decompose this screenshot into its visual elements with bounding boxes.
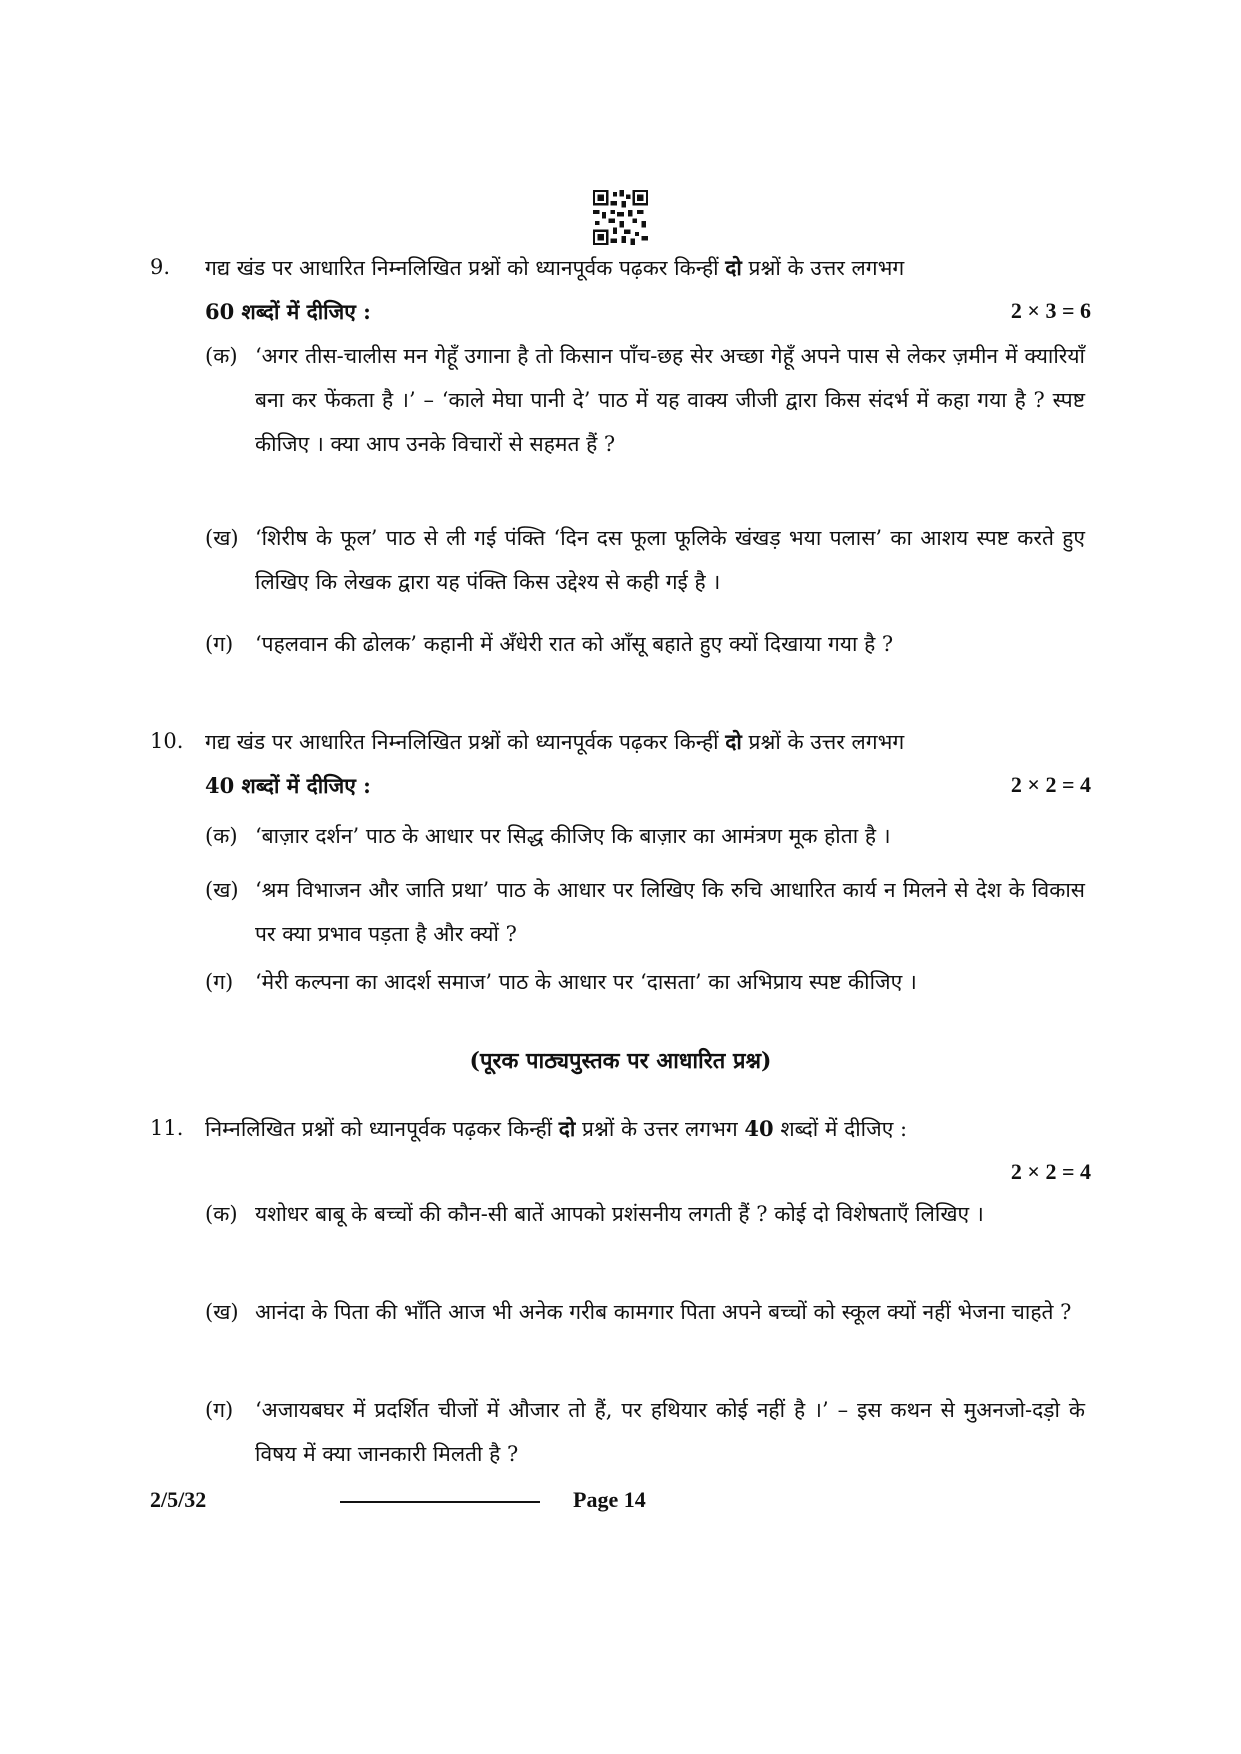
q11-item-ga: (ग) ‘अजायबघर में प्रदर्शित चीजों में औजार तो हैं, पर हथियार कोई नहीं है ।’ – इस कथन से मुअनजो-दड़ो के विषय में क्या जानकारी मिलती है ?	[205, 1398, 1085, 1466]
question-number: 9.	[150, 255, 171, 279]
qr-code-icon	[593, 190, 648, 245]
question-stem: निम्नलिखित प्रश्नों को ध्यानपूर्वक पढ़कर किन्हीं दो प्रश्नों के उत्तर लगभग 40 शब्दों में दीजिए :	[205, 1116, 908, 1141]
section-title: (पूरक पाठ्यपुस्तक पर आधारित प्रश्न)	[469, 1048, 772, 1074]
paper-code: 2/5/32	[150, 1487, 207, 1512]
q10-item-kha: (ख) ‘श्रम विभाजन और जाति प्रथा’ पाठ के आधार पर लिखिए कि रुचि आधारित कार्य न मिलने से देश के विकास पर क्या प्रभाव पड़ता है और क्यों ?	[205, 878, 1085, 946]
q10-item-ga: (ग) ‘मेरी कल्पना का आदर्श समाज’ पाठ के आधार पर ‘दासता’ का अभिप्राय स्पष्ट कीजिए ।	[205, 970, 917, 994]
q10-item-ka: (क) ‘बाज़ार दर्शन’ पाठ के आधार पर सिद्ध कीजिए कि बाज़ार का आमंत्रण मूक होता है ।	[205, 824, 891, 848]
word-limit: 40 शब्दों में दीजिए :	[205, 773, 371, 798]
question-number: 11.	[150, 1116, 184, 1140]
q11-item-ka: (क) यशोधर बाबू के बच्चों की कौन-सी बातें आपको प्रशंसनीय लगती हैं ? कोई दो विशेषताएँ लिखिए ।	[205, 1202, 984, 1226]
question-stem: गद्य खंड पर आधारित निम्नलिखित प्रश्नों को ध्यानपूर्वक पढ़कर किन्हीं दो प्रश्नों के उत्तर लगभग 60 शब्दों में दीजिए :	[205, 246, 1085, 334]
q9-item-ka: (क) ‘अगर तीस-चालीस मन गेहूँ उगाना है तो किसान पाँच-छह सेर अच्छा गेहूँ अपने पास से लेकर ज़मीन में क्यारियाँ बना कर फेंकता है ।’ – ‘काले मेघा पानी दे’ पाठ में यह वाक्य जीजी द्वारा किस संदर्भ में कहा गया है ? स्पष्ट कीजिए । क्या आप उनके विचारों से सहमत हैं ?	[205, 344, 1085, 456]
q9-item-ga: (ग) ‘पहलवान की ढोलक’ कहानी में अँधेरी रात को आँसू बहाते हुए क्यों दिखाया गया है ?	[205, 632, 894, 656]
question-number: 10.	[150, 729, 184, 753]
marks: 2 × 3 = 6	[1010, 298, 1091, 323]
marks: 2 × 2 = 4	[1010, 772, 1091, 797]
page-footer	[0, 1487, 1241, 1517]
footer-divider	[340, 1501, 540, 1503]
question-stem: गद्य खंड पर आधारित निम्नलिखित प्रश्नों को ध्यानपूर्वक पढ़कर किन्हीं दो प्रश्नों के उत्तर लगभग 40 शब्दों में दीजिए :	[205, 729, 905, 798]
marks: 2 × 2 = 4	[1010, 1159, 1091, 1184]
page-number: Page 14	[573, 1487, 646, 1512]
q11-item-kha: (ख) आनंदा के पिता की भाँति आज भी अनेक गरीब कामगार पिता अपने बच्चों को स्कूल क्यों नहीं भेजना चाहते ?	[205, 1300, 1072, 1324]
q9-item-kha: (ख) ‘शिरीष के फूल’ पाठ से ली गई पंक्ति ‘दिन दस फूला फूलिके खंखड़ भया पलास’ का आशय स्पष्ट करते हुए लिखिए कि लेखक द्वारा यह पंक्ति किस उद्देश्य से कही गई है ।	[205, 526, 1085, 594]
word-limit: 60 शब्दों में दीजिए :	[205, 299, 371, 324]
